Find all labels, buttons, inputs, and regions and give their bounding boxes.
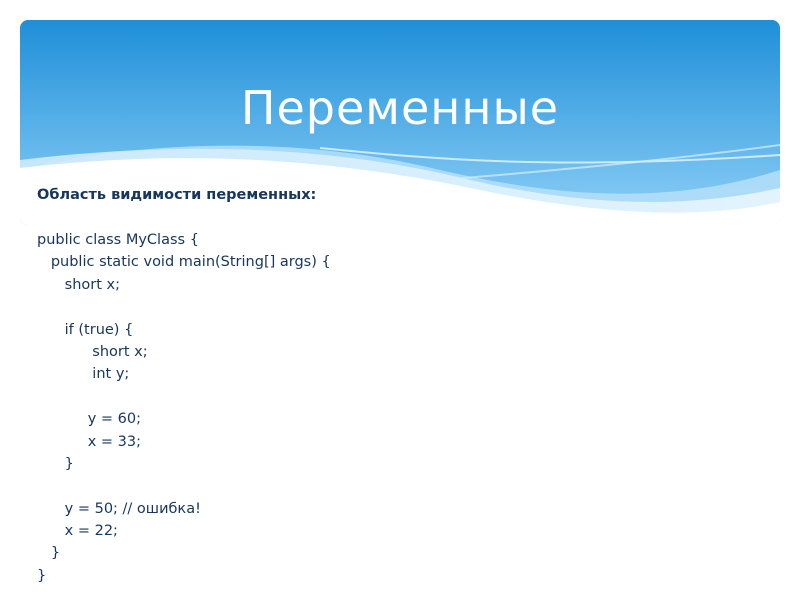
code-line: [37, 296, 331, 318]
code-line: short x;: [37, 276, 120, 293]
code-line: if (true) {: [37, 321, 134, 338]
code-line: int y;: [37, 366, 130, 383]
code-line: x = 22;: [37, 523, 118, 540]
section-heading: Область видимости переменных:: [37, 187, 317, 203]
code-block: [37, 229, 331, 587]
slide-title: Переменные: [240, 81, 560, 135]
code-line: x = 33;: [37, 433, 141, 450]
code-line: short x;: [37, 343, 148, 360]
code-line: [37, 386, 331, 408]
code-line: }: [37, 545, 61, 562]
code-line: [37, 475, 331, 497]
code-line: y = 50; // ошибка!: [37, 500, 201, 517]
code-line: }: [37, 455, 74, 472]
code-line: public static void main(String[] args) {: [37, 254, 331, 271]
code-line: y = 60;: [37, 411, 141, 428]
code-line: }: [37, 567, 47, 584]
code-line: public class MyClass {: [37, 232, 199, 248]
